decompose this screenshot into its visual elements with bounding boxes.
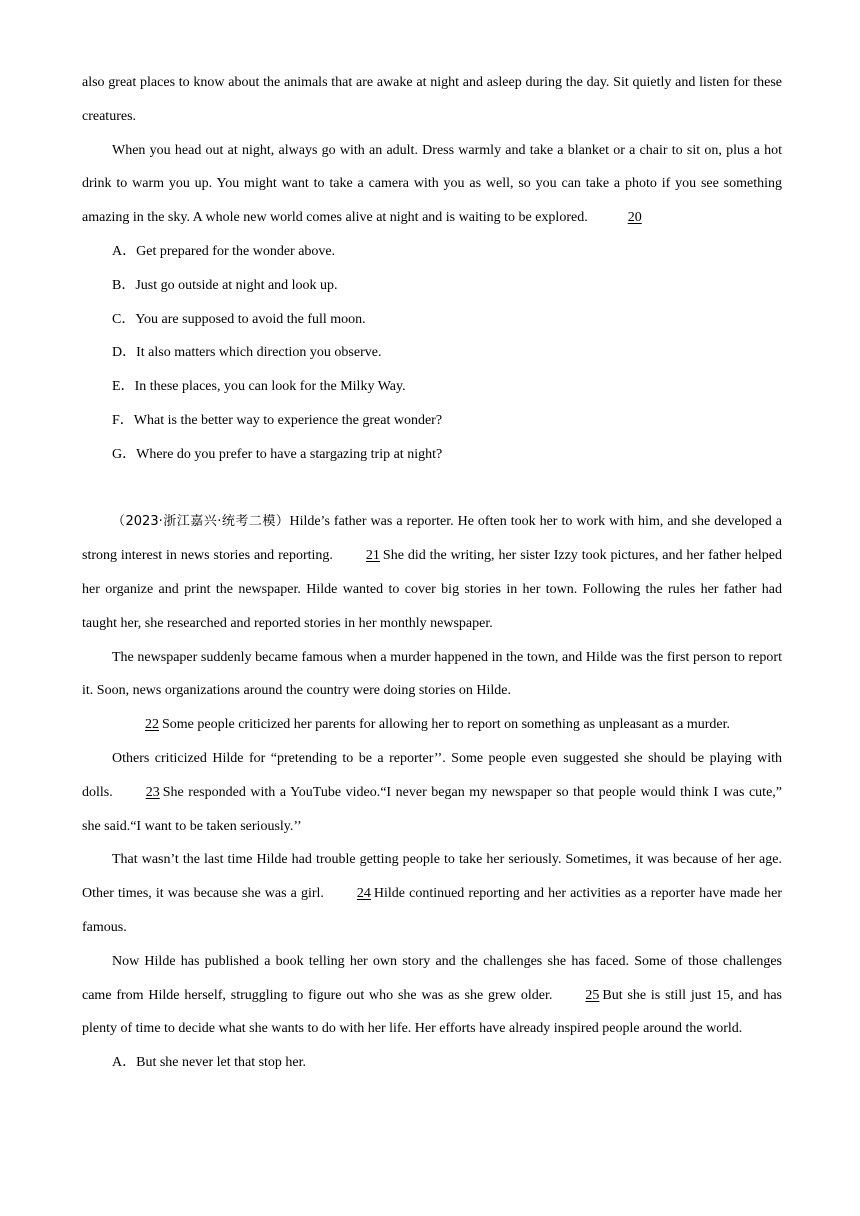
paragraph-continued: also great places to know about the animals that are awake at night and asleep during the day. Sit quietly and listen for these creatures.	[82, 75, 782, 124]
paragraph-criticism	[82, 708, 782, 742]
option-text: But she never let that stop her.	[136, 1055, 307, 1071]
option-a	[82, 1046, 782, 1080]
option-letter: D．	[112, 345, 137, 361]
options-list-1	[82, 235, 782, 472]
option-c	[82, 303, 782, 337]
option-a	[82, 235, 782, 269]
paragraph-text: When you head out at night, always go with an adult. Dress warmly and take a blanket or a chair to sit on, plus a hot drink to warm you up. You might want to take a camera with you as well, so you can take a photo if you see something amazing in the sky. A whole new world comes alive at night and is waiting to be explored.	[82, 142, 782, 226]
blank-25: 25	[585, 987, 600, 1003]
paragraph-text: She did the writing, her sister Izzy took pictures, and her father helped her organize and print the newspaper. Hilde wanted to cover big stories in her town. Following the rules her father had taught her, she researched and reported stories in her monthly newspaper.	[82, 548, 782, 631]
blank-23: 23	[145, 784, 160, 800]
option-letter: C．	[112, 311, 136, 327]
option-text: Just go outside at night and look up.	[135, 277, 338, 293]
option-letter: A．	[112, 1055, 137, 1071]
blank-21: 21	[365, 548, 380, 564]
option-g	[82, 438, 782, 472]
option-letter: G．	[112, 446, 137, 462]
paragraph-trouble	[82, 843, 782, 944]
option-text: Get prepared for the wonder above.	[136, 243, 336, 259]
option-f	[82, 404, 782, 438]
option-b	[82, 269, 782, 303]
paragraph-text: Others criticized Hilde for “pretending to be a reporter’’. Some people even suggested she should be playing with dolls.	[82, 750, 782, 800]
paragraph-text: Now Hilde has published a book telling her own story and the challenges she has faced. Some of those challenges came from Hilde herself, struggling to figure out who she was as she grew older.	[82, 953, 782, 1003]
option-d	[82, 336, 782, 370]
option-text: In these places, you can look for the Milky Way.	[134, 379, 406, 395]
blank-22: 22	[145, 717, 159, 733]
paragraph-hilde-intro	[82, 505, 782, 640]
paragraph-text: Some people criticized her parents for allowing her to report on something as unpleasant as a murder.	[162, 717, 730, 733]
paragraph-text: But she is still just 15, and has plenty of time to decide what she wants to do with her life. Her efforts have already inspired people around the world.	[82, 987, 782, 1037]
paragraph-text: She responded with a YouTube video.“I never began my newspaper so that people would think I was cute,” she said.“I want to be taken seriously.’’	[82, 784, 782, 834]
option-text: You are supposed to avoid the full moon.	[135, 311, 366, 327]
paragraph-text: That wasn’t the last time Hilde had trouble getting people to take her seriously. Sometimes, it was because of her age. Other times, it was because she was a girl.	[82, 852, 782, 902]
option-letter: E．	[112, 379, 135, 395]
option-e	[82, 370, 782, 404]
option-letter: F．	[112, 412, 134, 428]
source-tag: （2023·浙江嘉兴·统考二模）	[112, 514, 290, 530]
option-text: Where do you prefer to have a stargazing trip at night?	[136, 446, 443, 462]
paragraph-text: Hilde’s father was a reporter. He often took her to work with him, and she developed a strong interest in news stories and reporting.	[82, 514, 782, 564]
paragraph-book	[82, 945, 782, 1046]
option-letter: B．	[112, 277, 136, 293]
blank-24: 24	[356, 886, 371, 902]
paragraph-others	[82, 742, 782, 843]
option-text: What is the better way to experience the great wonder?	[133, 412, 443, 428]
document-page	[82, 66, 782, 1080]
options-list-2	[82, 1046, 782, 1080]
blank-20: 20	[627, 210, 642, 226]
option-text: It also matters which direction you observe.	[136, 345, 382, 361]
paragraph-murder: The newspaper suddenly became famous when a murder happened in the town, and Hilde was the first person to report it. Soon, news organizations around the country were doing stories on Hilde.	[82, 649, 782, 699]
option-letter: A．	[112, 243, 137, 259]
section-gap	[82, 472, 782, 506]
paragraph-text: Hilde continued reporting and her activities as a reporter have made her famous.	[82, 886, 782, 935]
paragraph-night-tips	[82, 134, 782, 235]
